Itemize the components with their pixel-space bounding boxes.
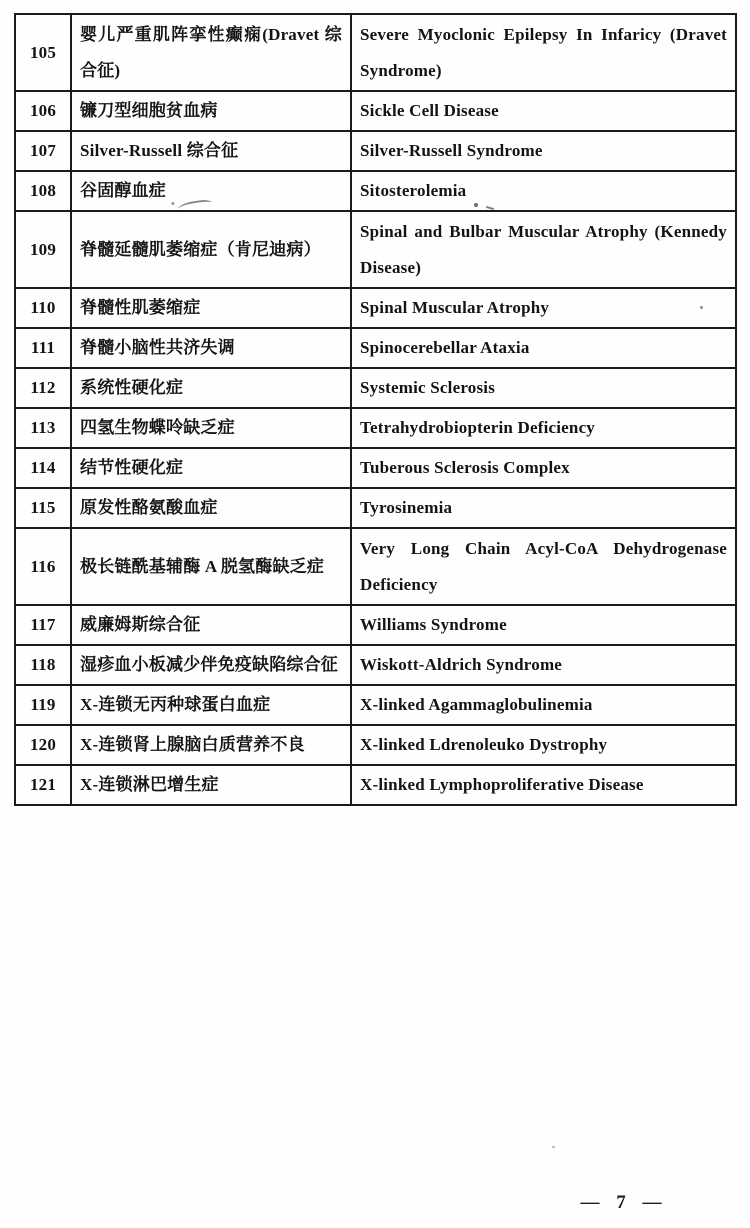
table-row <box>15 765 736 805</box>
row-number: 118 <box>15 645 71 685</box>
scan-artifact <box>552 1146 555 1148</box>
disease-name-en: X-linked Agammaglobulinemia <box>351 685 736 725</box>
table-row <box>15 448 736 488</box>
table-row <box>15 368 736 408</box>
disease-name-cn: 湿疹血小板减少伴免疫缺陷综合征 <box>71 645 351 685</box>
row-number: 111 <box>15 328 71 368</box>
table-row <box>15 14 736 91</box>
disease-name-cn: 谷固醇血症 <box>71 171 351 211</box>
disease-name-cn: 原发性酪氨酸血症 <box>71 488 351 528</box>
disease-name-cn: 极长链酰基辅酶 A 脱氢酶缺乏症 <box>71 528 351 605</box>
disease-name-cn: 脊髓小脑性共济失调 <box>71 328 351 368</box>
disease-name-cn: 婴儿严重肌阵挛性癫痫(Dravet 综合征) <box>71 14 351 91</box>
disease-name-cn: X-连锁无丙种球蛋白血症 <box>71 685 351 725</box>
disease-name-en: Sickle Cell Disease <box>351 91 736 131</box>
rare-disease-table <box>14 13 737 806</box>
table-row <box>15 488 736 528</box>
disease-name-cn: Silver-Russell 综合征 <box>71 131 351 171</box>
disease-name-en: Tuberous Sclerosis Complex <box>351 448 736 488</box>
disease-name-en: Very Long Chain Acyl-CoA Dehydrogenase Deficiency <box>351 528 736 605</box>
disease-name-en: X-linked Ldrenoleuko Dystrophy <box>351 725 736 765</box>
disease-name-en: Williams Syndrome <box>351 605 736 645</box>
disease-name-cn: 四氢生物蝶呤缺乏症 <box>71 408 351 448</box>
disease-name-en: X-linked Lymphoproliferative Disease <box>351 765 736 805</box>
table-row <box>15 211 736 288</box>
disease-name-cn: 脊髓性肌萎缩症 <box>71 288 351 328</box>
disease-name-en: Tyrosinemia <box>351 488 736 528</box>
row-number: 107 <box>15 131 71 171</box>
disease-name-en: Sitosterolemia <box>351 171 736 211</box>
disease-name-en: Spinal Muscular Atrophy <box>351 288 736 328</box>
row-number: 119 <box>15 685 71 725</box>
row-number: 115 <box>15 488 71 528</box>
disease-name-en: Severe Myoclonic Epilepsy In Infaricy (Dravet Syndrome) <box>351 14 736 91</box>
row-number: 105 <box>15 14 71 91</box>
row-number: 112 <box>15 368 71 408</box>
page-number: — 7 — <box>580 1192 662 1213</box>
row-number: 117 <box>15 605 71 645</box>
disease-name-en: Wiskott-Aldrich Syndrome <box>351 645 736 685</box>
table-row <box>15 528 736 605</box>
table-row <box>15 645 736 685</box>
table-row <box>15 725 736 765</box>
row-number: 113 <box>15 408 71 448</box>
disease-name-en: Systemic Sclerosis <box>351 368 736 408</box>
disease-name-cn: 结节性硬化症 <box>71 448 351 488</box>
row-number: 121 <box>15 765 71 805</box>
table-row <box>15 131 736 171</box>
row-number: 116 <box>15 528 71 605</box>
table-row <box>15 171 736 211</box>
row-number: 109 <box>15 211 71 288</box>
disease-name-cn: 系统性硬化症 <box>71 368 351 408</box>
table-row <box>15 91 736 131</box>
disease-name-en: Spinocerebellar Ataxia <box>351 328 736 368</box>
row-number: 106 <box>15 91 71 131</box>
disease-name-en: Spinal and Bulbar Muscular Atrophy (Kennedy Disease) <box>351 211 736 288</box>
disease-name-cn: X-连锁淋巴增生症 <box>71 765 351 805</box>
row-number: 110 <box>15 288 71 328</box>
disease-name-cn: 镰刀型细胞贫血病 <box>71 91 351 131</box>
table-row <box>15 328 736 368</box>
disease-name-cn: X-连锁肾上腺脑白质营养不良 <box>71 725 351 765</box>
disease-name-cn: 脊髓延髓肌萎缩症（肯尼迪病） <box>71 211 351 288</box>
row-number: 120 <box>15 725 71 765</box>
disease-name-en: Tetrahydrobiopterin Deficiency <box>351 408 736 448</box>
table-row <box>15 685 736 725</box>
table-row <box>15 605 736 645</box>
row-number: 114 <box>15 448 71 488</box>
disease-name-cn: 威廉姆斯综合征 <box>71 605 351 645</box>
row-number: 108 <box>15 171 71 211</box>
table-row <box>15 288 736 328</box>
disease-name-en: Silver-Russell Syndrome <box>351 131 736 171</box>
disease-table-body <box>15 14 736 805</box>
table-row <box>15 408 736 448</box>
